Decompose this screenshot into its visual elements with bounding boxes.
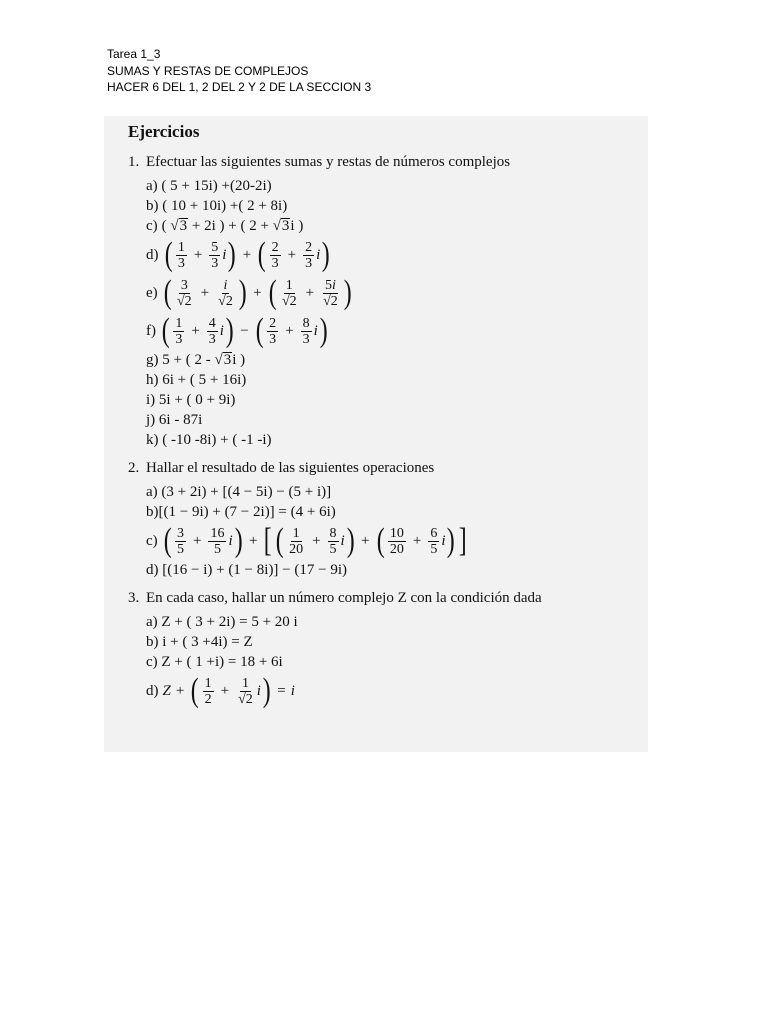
exercise-3d: d) Z + ( $\frac{1}{2}$ + $\frac{1}{√2}$ i ) = i [146,672,295,709]
exercise-2c: c) ( $\frac{3}{5}$ + $\frac{16}{5}$ i ) + [ ( $\frac{1}{20}$ + $\frac{8}{5}$ i ) + ( $\frac{10}{20}$ + $\frac{6}{5}$ i ) ] [146,522,467,559]
exercise-2a: a) (3 + 2i) + [(4 − 5i) − (5 + i)] [146,483,332,500]
exercise-1c-label: c) [146,217,158,234]
exercise-sheet-image [104,116,648,752]
exercise-1k: k) ( -10 -8i) + ( -1 -i) [146,431,272,448]
exercise-3c: c) Z + ( 1 +i) = 18 + 6i [146,653,283,670]
section-2-title [128,460,648,482]
exercise-3b: b) i + ( 3 +4i) = Z [146,633,253,650]
exercise-1a: a) ( 5 + 15i) +(20-2i) [146,177,272,194]
exercise-1e: e) ( $\frac{3}{√2}$ + $\frac{i}{√2}$ ) + ( $\frac{1}{√2}$ + $\frac{5i}{√2}$ ) [146,274,352,311]
exercises-heading: Ejercicios [128,122,200,141]
exercise-2b: b)[(1 − 9i) + (7 − 2i)] = (4 + 6i) [146,503,336,520]
section-3 [128,590,648,710]
assignment-header [107,46,371,96]
exercise-1j: j) 6i - 87i [146,411,203,428]
exercise-1f-label: f) [146,322,156,339]
section-1-title [128,154,648,176]
section-3-number: 3. [128,590,140,606]
section-3-title-text: En cada caso, hallar un número complejo Z con la condición dada [146,590,542,606]
exercise-1g-pre: g) 5 + ( 2 - [146,351,211,368]
exercise-1d: d) ( $\frac{1}{3}$ + $\frac{5}{3}$ i ) + ( $\frac{2}{3}$ + $\frac{2}{3}$ i ) [146,236,330,273]
exercise-1h: h) 6i + ( 5 + 16i) [146,371,247,388]
section-2-title-text: Hallar el resultado de las siguientes operaciones [146,460,435,476]
exercise-1g: g) 5 + ( 2 - √ 3 i ) [146,351,246,368]
exercise-1i: i) 5i + ( 0 + 9i) [146,391,236,408]
header-line-3: HACER 6 DEL 1, 2 DEL 2 Y 2 DE LA SECCION 3 [107,80,372,94]
exercise-1c [128,216,648,236]
exercise-1b: b) ( 10 + 10i) +( 2 + 8i) [146,197,288,214]
exercise-3d-label: d) [146,682,159,699]
section-2 [128,460,648,580]
exercise-3a: a) Z + ( 3 + 2i) = 5 + 20 i [146,613,298,630]
exercise-2c-label: c) [146,532,158,549]
header-line-1: Tarea 1_3 [107,47,161,61]
exercise-2d: d) [(16 − i) + (1 − 8i)] − (17 − 9i) [146,561,348,578]
header-line-2: SUMAS Y RESTAS DE COMPLEJOS [107,63,309,78]
section-3-title [128,590,648,612]
exercise-1f: f) ( $\frac{1}{3}$ + $\frac{4}{3}$ i ) − ( $\frac{2}{3}$ + $\frac{8}{3}$ i ) [146,312,328,349]
section-1-number: 1. [128,154,140,170]
section-1-title-text: Efectuar las siguientes sumas y restas de números complejos [146,154,511,170]
section-2-number: 2. [128,460,140,476]
exercise-1e-label: e) [146,284,158,301]
exercise-1d-label: d) [146,246,159,263]
exercise-1g-post: i ) [232,351,246,368]
exercise-1c-expr: ( √ 3 + 2i ) + ( 2 + √ 3 i ) [161,217,304,234]
section-1 [128,154,648,450]
